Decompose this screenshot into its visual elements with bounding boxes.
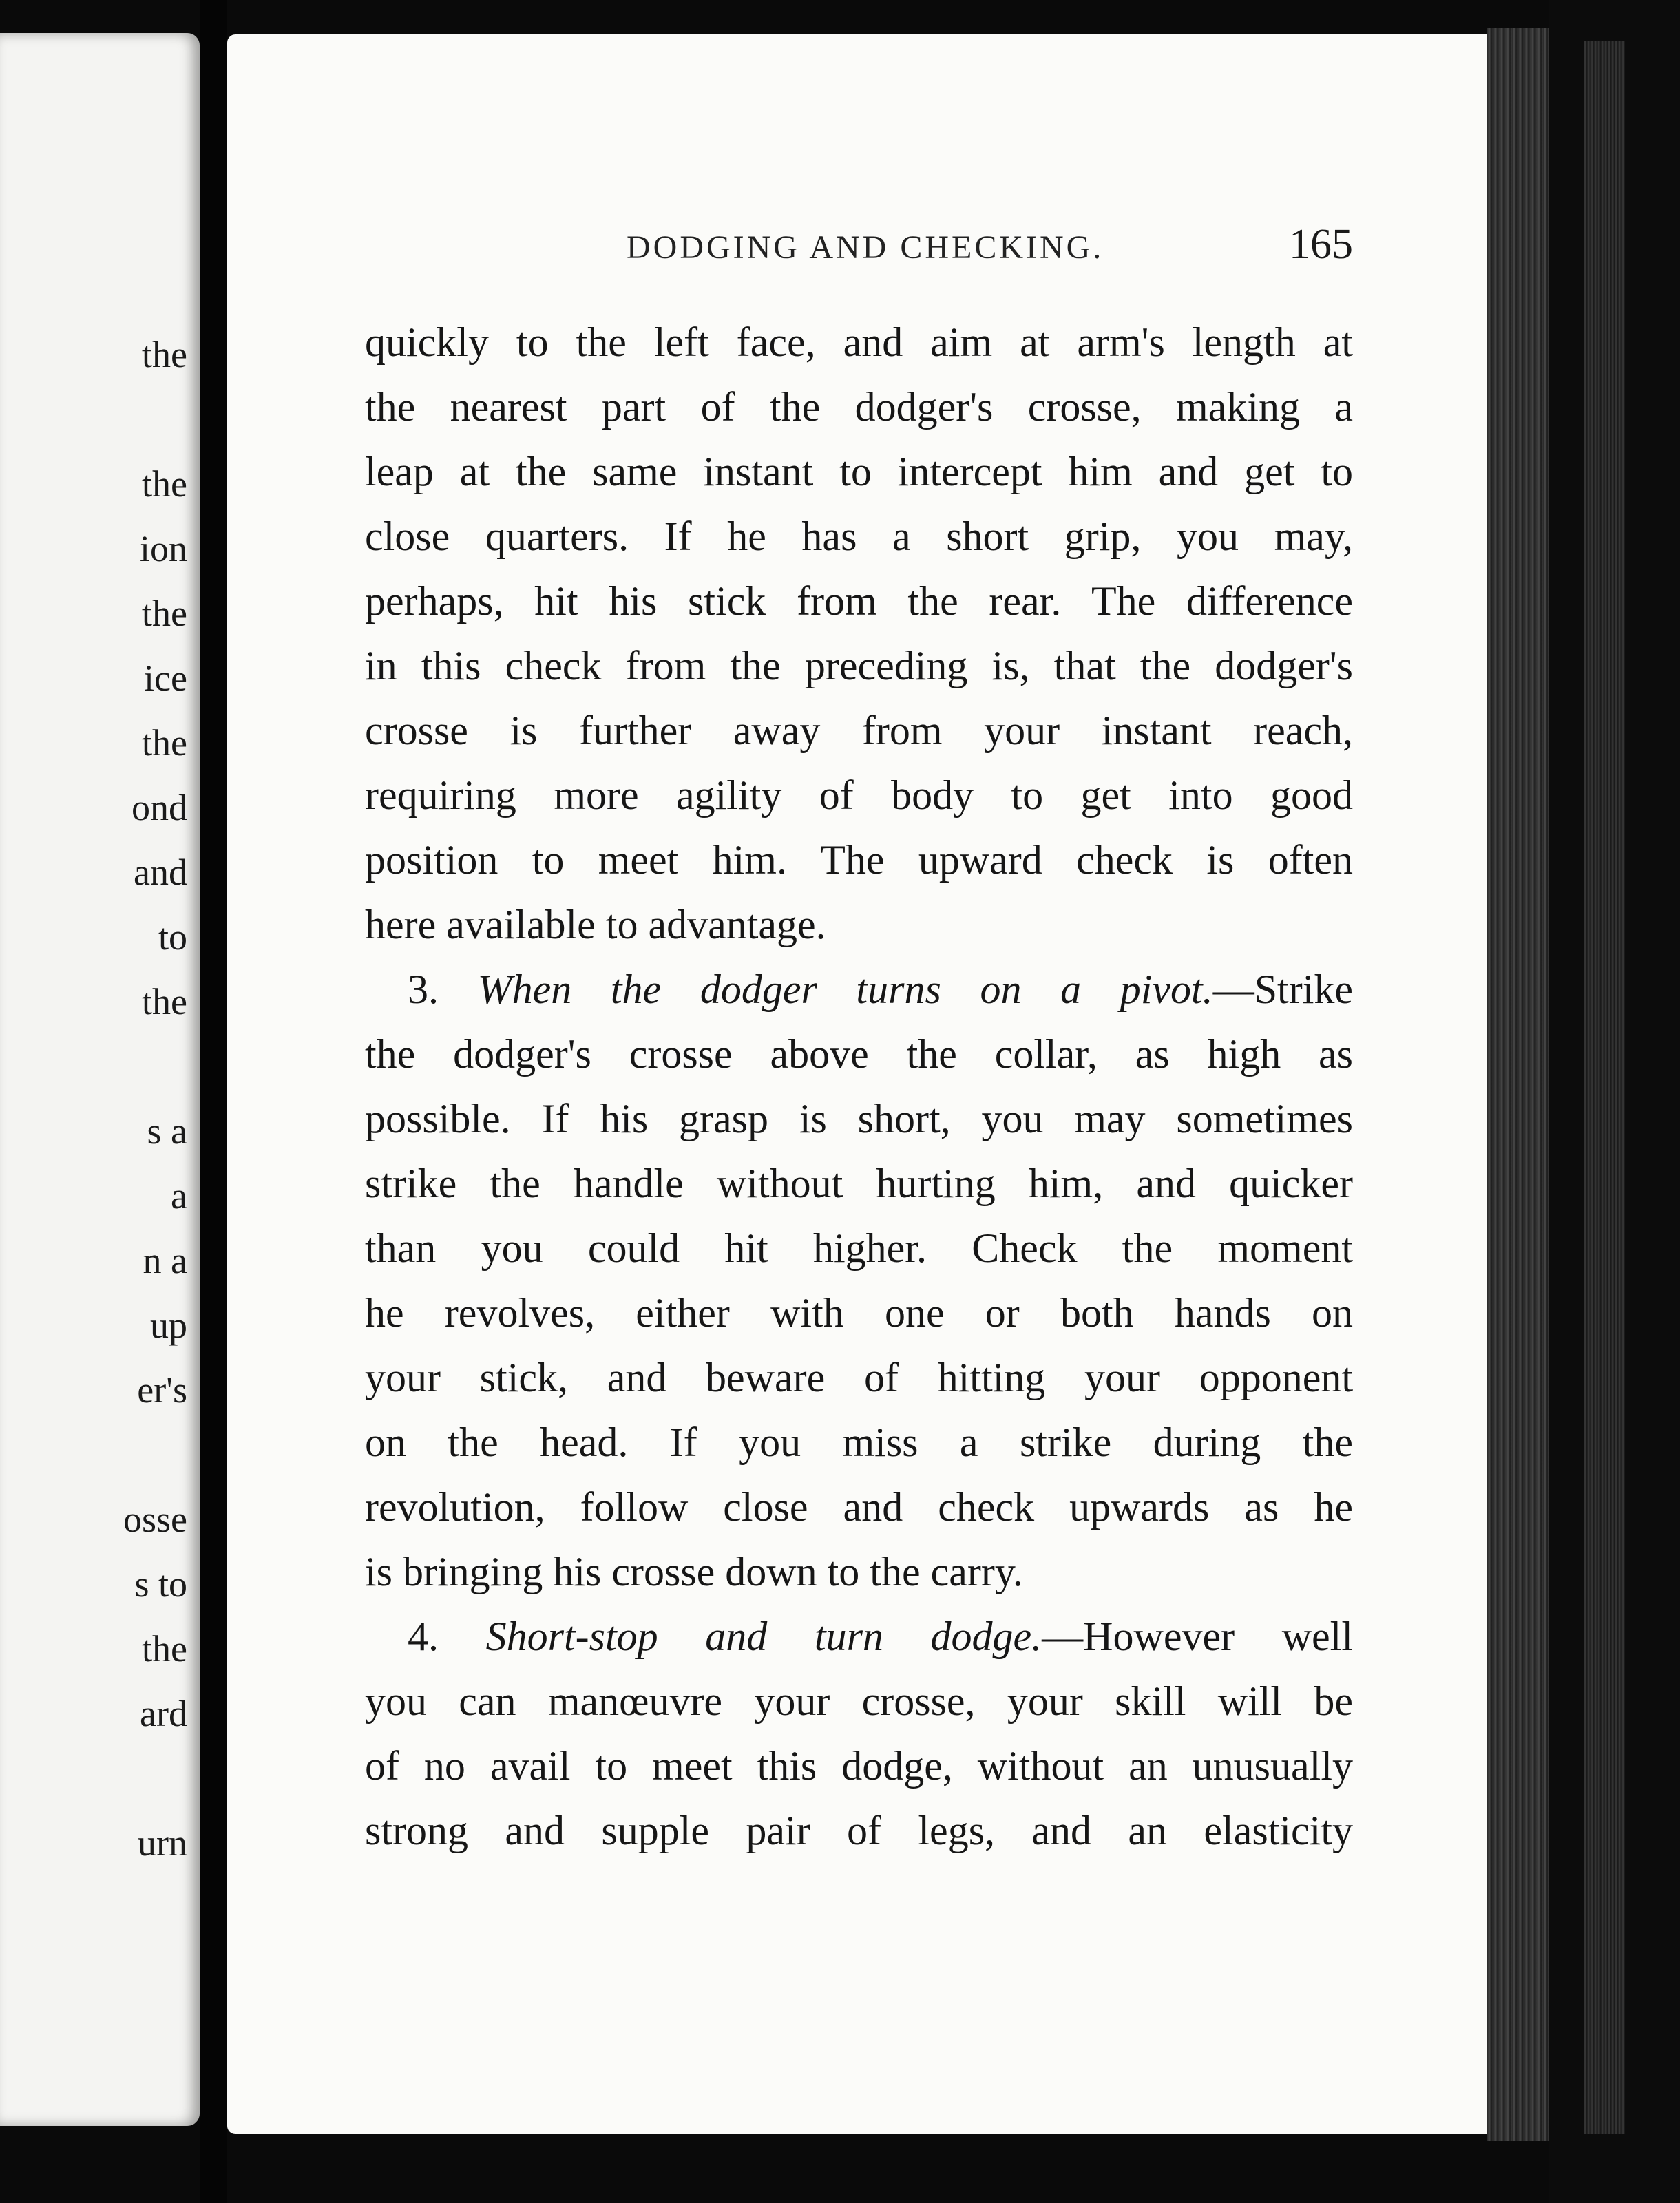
book-cover-edge	[1584, 41, 1625, 2134]
section-heading: When the dodger turns on a pivot.	[477, 967, 1213, 1012]
text-line: quickly to the left face, and aim at arm's length at	[365, 319, 1353, 365]
facing-page-fragment: s to	[134, 1563, 187, 1605]
facing-page-fragment: the	[142, 722, 187, 763]
facing-page-fragment: urn	[138, 1822, 187, 1864]
text-line: than you could hit higher. Check the moment	[365, 1225, 1353, 1271]
section-number: 4.	[408, 1614, 439, 1659]
text-line: is bringing his crosse down to the carry.	[365, 1549, 1023, 1594]
facing-page-fragment: the	[142, 981, 187, 1022]
text-line: on the head. If you miss a strike during the	[365, 1420, 1353, 1465]
facing-page-fragment: and	[134, 852, 187, 893]
text-line: the dodger's crosse above the collar, as high as	[365, 1031, 1353, 1077]
text-line: position to meet him. The upward check is often	[365, 837, 1353, 883]
text-line: your stick, and beware of hitting your opponent	[365, 1355, 1353, 1400]
text-line: possible. If his grasp is short, you may sometimes	[365, 1096, 1353, 1141]
facing-page-fragment: n a	[143, 1240, 187, 1281]
text-line: here available to advantage.	[365, 902, 826, 947]
facing-page-fragment: er's	[137, 1369, 187, 1411]
facing-page-fragment: ond	[132, 787, 187, 828]
text-line: requiring more agility of body to get into good	[365, 772, 1353, 818]
text-line: in this check from the preceding is, that the dodger's	[365, 643, 1353, 688]
page-header	[365, 220, 1353, 268]
text-line: close quarters. If he has a short grip, you may,	[365, 514, 1353, 559]
text-line: revolution, follow close and check upwards as he	[365, 1484, 1353, 1530]
section-3-first-line	[365, 957, 1353, 1022]
facing-page	[0, 33, 200, 2126]
facing-page-fragment: the	[142, 463, 187, 505]
text-line: perhaps, hit his stick from the rear. The difference	[365, 578, 1353, 624]
page-block-edge	[1487, 28, 1549, 2141]
section-heading: Short-stop and turn dodge.	[485, 1614, 1042, 1659]
facing-page-fragment: the	[142, 1628, 187, 1669]
text-line: strong and supple pair of legs, and an elasticity	[365, 1808, 1353, 1853]
text-line: he revolves, either with one or both hands on	[365, 1290, 1353, 1336]
section-lead-text: —Strike	[1212, 967, 1354, 1012]
facing-page-fragment: osse	[123, 1499, 187, 1540]
section-4-first-line	[365, 1604, 1353, 1669]
section-number: 3.	[408, 967, 439, 1012]
body-text	[365, 310, 1353, 1863]
text-line: of no avail to meet this dodge, without an unusually	[365, 1743, 1353, 1789]
facing-page-fragment: ion	[139, 528, 187, 569]
running-head: DODGING AND CHECKING.	[627, 229, 1104, 266]
page-number: 165	[1289, 221, 1353, 268]
text-line: crosse is further away from your instant reach,	[365, 708, 1353, 753]
section-lead-text: —However well	[1042, 1614, 1353, 1659]
facing-page-fragment: s a	[147, 1110, 187, 1152]
facing-page-fragment: a	[171, 1175, 187, 1216]
facing-page-fragment: up	[150, 1305, 187, 1346]
text-line: the nearest part of the dodger's crosse, making a	[365, 384, 1353, 430]
facing-page-fragment: ice	[144, 657, 187, 699]
text-line: you can manœuvre your crosse, your skill will be	[365, 1678, 1353, 1724]
facing-page-fragment: the	[142, 334, 187, 375]
text-line: leap at the same instant to intercept him and get to	[365, 449, 1353, 494]
book-gutter	[200, 0, 227, 2203]
facing-page-fragment: the	[142, 593, 187, 634]
text-line: strike the handle without hurting him, and quicker	[365, 1161, 1353, 1206]
facing-page-fragment: ard	[140, 1693, 187, 1734]
facing-page-fragment: to	[158, 916, 187, 958]
